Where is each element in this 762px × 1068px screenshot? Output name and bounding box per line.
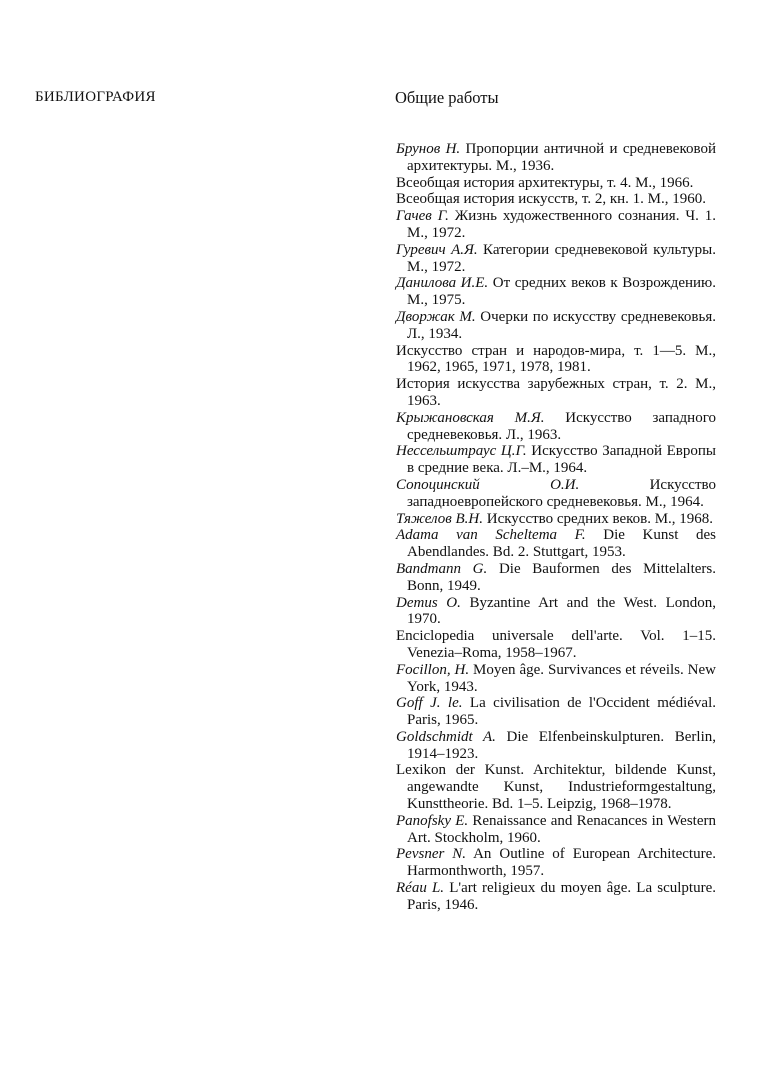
entry-author: Дворжак М. [396,308,476,325]
entry-text: Die Elfenbeinskulpturen. Berlin, 1914–1923. [407,728,716,762]
bibliography-entry [396,242,716,276]
entry-author: Гачев Г. [396,208,449,225]
entry-author: Pevsner N. [396,846,466,863]
bibliography-entry [396,527,716,561]
page-heading: БИБЛИОГРАФИЯ [35,89,156,105]
entry-author: Тяжелов В.Н. [396,510,483,527]
bibliography-entry [396,275,716,309]
entry-text: Renaissance and Renacances in Western Art. Stockholm, 1960. [407,812,716,846]
entry-author: Adama van Scheltema F. [396,527,586,544]
entry-text: Жизнь художественного сознания. Ч. 1. М., 1972. [407,208,716,241]
bibliography-entry [396,175,716,192]
entry-author: Данилова И.Е. [396,275,489,292]
bibliography-list [396,141,716,914]
entry-author: Goldschmidt A. [396,728,496,745]
entry-text: Enciclopedia universale dell'arte. Vol. 1–15. Venezia–Roma, 1958–1967. [396,628,716,661]
entry-text: Категории средневековой культуры. М., 1972. [407,241,716,275]
bibliography-entry [396,561,716,595]
bibliography-entry [396,477,716,511]
bibliography-entry [396,762,716,812]
entry-text: Очерки по искусству средневековья. Л., 1934. [407,308,717,342]
bibliography-entry [396,141,716,175]
entry-text: Всеобщая история архитектуры, т. 4. М., 1966. [396,174,694,191]
entry-text: Искусство средних веков. М., 1968. [482,510,714,527]
entry-author: Goff J. le. [396,695,463,712]
entry-author: Сопоцинский О.И. [396,476,580,493]
section-title: Общие работы [395,88,499,107]
bibliography-entry [396,695,716,729]
bibliography-entry [396,813,716,847]
entry-text: La civilisation de l'Occident médiéval. Paris, 1965. [407,695,716,729]
entry-text: История искусства зарубежных стран, т. 2. М., 1963. [396,376,716,409]
bibliography-entry [396,343,716,377]
entry-text: L'art religieux du moyen âge. La sculpture. Paris, 1946. [407,880,716,913]
entry-author: Нессельштраус Ц.Г. [396,443,527,460]
entry-text: Lexikon der Kunst. Architektur, bildende Kunst, angewandte Kunst, Industrieformgestaltung, Kunsttheorie. Bd. 1–5. Leipzig, 1968–1978. [396,762,716,813]
bibliography-entry [396,376,716,410]
bibliography-entry [396,595,716,629]
bibliography-entry [396,880,716,914]
entry-author: Demus O. [396,594,461,611]
entry-text: Moyen âge. Survivances et réveils. New York, 1943. [407,661,717,695]
entry-text: Искусство западного средневековья. Л., 1963. [407,409,716,443]
entry-text: Пропорции античной и средневековой архитектуры. М., 1936. [407,141,716,174]
entry-author: Réau L. [396,880,445,897]
entry-author: Гуревич А.Я. [396,241,478,258]
bibliography-entry [396,628,716,662]
entry-author: Крыжановская М.Я. [396,409,545,426]
entry-author: Брунов Н. [396,141,461,157]
bibliography-entry [396,208,716,242]
entry-author: Focillon, H. [396,661,470,678]
entry-text: Die Bauformen des Mittelalters. Bonn, 1949. [407,560,717,594]
entry-text: Byzantine Art and the West. London, 1970. [407,594,716,628]
bibliography-entry [396,662,716,696]
entry-text: An Outline of European Architecture. Harmonthworth, 1957. [407,846,716,880]
bibliography-entry [396,191,716,208]
entry-text: Die Kunst des Abendlandes. Bd. 2. Stuttgart, 1953. [407,527,716,561]
bibliography-entry [396,410,716,444]
entry-author: Bandmann G. [396,560,488,577]
bibliography-entry [396,511,716,528]
entry-text: Всеобщая история искусств, т. 2, кн. 1. М., 1960. [396,191,707,208]
bibliography-entry [396,443,716,477]
entry-author: Panofsky E. [396,812,469,829]
entry-text: Искусство Западной Европы в средние века. Л.–М., 1964. [407,443,716,477]
bibliography-entry [396,729,716,763]
bibliography-entry [396,309,716,343]
entry-text: От средних веков к Возрождению. М., 1975. [407,275,716,309]
entry-text: Искусство стран и народов-мира, т. 1—5. М., 1962, 1965, 1971, 1978, 1981. [396,342,716,376]
bibliography-entry [396,846,716,880]
entry-text: Искусство западноевропейского средневековья. М., 1964. [407,476,716,510]
